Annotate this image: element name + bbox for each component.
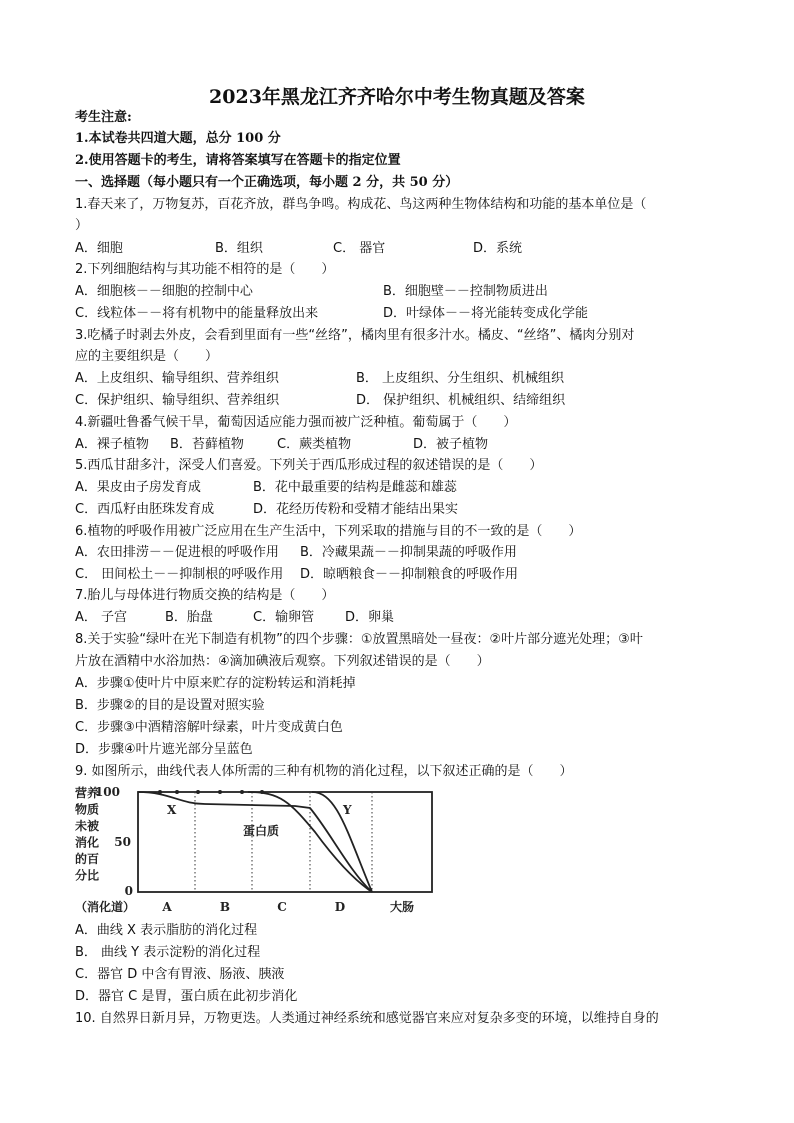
y-tick-label: 50 [114, 835, 131, 849]
option: C． 田间松土－－抑制根的呼吸作用 [75, 567, 284, 582]
x-category-label: 大肠 [389, 900, 415, 914]
question-stem: ） [75, 218, 89, 233]
option: B． 曲线 Y 表示淀粉的消化过程 [75, 945, 261, 960]
option: D．器官 C 是胃，蛋白质在此初步消化 [75, 989, 298, 1004]
question-stem: 8.关于实验“绿叶在光下制造有机物”的四个步骤：①放置黑暗处一昼夜：②叶片部分遮光处理；③叶 [75, 632, 643, 647]
curve-label-x: X [167, 803, 177, 817]
y-axis-label-line: 物质 [75, 802, 100, 817]
option: A．细胞 [75, 241, 123, 256]
option: A．裸子植物 [75, 437, 149, 452]
option: C． 器官 [333, 241, 386, 256]
y-axis-label-line: 未被 [75, 819, 100, 833]
data-point [240, 790, 244, 794]
option: A． 子宫 [75, 610, 128, 625]
data-point [260, 790, 264, 794]
data-point [196, 790, 200, 794]
question-stem: 10. 自然界日新月异，万物更迭。人类通过神经系统和感觉器官来应对复杂多变的环境，以维持自身的 [75, 1011, 659, 1026]
section-heading: 一、选择题（每小题只有一个正确选项，每小题 2 分，共 50 分） [75, 175, 459, 190]
option: B．胎盘 [165, 610, 213, 625]
option: D．步骤④叶片遮光部分呈蓝色 [75, 742, 253, 757]
x-category-label: B [219, 900, 231, 914]
option: A．上皮组织、输导组织、营养组织 [75, 371, 279, 386]
option: B．组织 [215, 241, 263, 256]
y-axis-label [75, 785, 100, 883]
page-title: 2023年黑龙江齐齐哈尔中考生物真题及答案 [209, 86, 585, 108]
curve-y [312, 792, 372, 892]
x-category-label: A [162, 900, 172, 914]
option: B． 上皮组织、分生组织、机械组织 [356, 371, 565, 386]
question-stem: 4.新疆吐鲁番气候干旱，葡萄因适应能力强而被广泛种植。葡萄属于（ ） [75, 415, 517, 430]
digestion-chart [75, 783, 445, 918]
question-stem: 5.西瓜甘甜多汁，深受人们喜爱。下列关于西瓜形成过程的叙述错误的是（ ） [75, 458, 543, 473]
option: A．果皮由子房发育成 [75, 480, 201, 495]
option: C．线粒体－－将有机物中的能量释放出来 [75, 306, 319, 321]
option: A．细胞核－－细胞的控制中心 [75, 284, 253, 299]
option: B．步骤②的目的是设置对照实验 [75, 698, 265, 713]
question-stem: 1.春天来了，万物复苏，百花齐放，群鸟争鸣。构成花、鸟这两种生物体结构和功能的基本单位是（ [75, 197, 647, 212]
y-axis-label-line: 营养 [75, 786, 100, 800]
x-axis-label: （消化道） [75, 900, 136, 914]
data-point [158, 790, 162, 794]
y-tick-label: 100 [94, 785, 120, 799]
question-stem: 7.胎儿与母体进行物质交换的结构是（ ） [75, 588, 335, 603]
option: B．冷藏果蔬－－抑制果蔬的呼吸作用 [300, 545, 517, 560]
data-point [218, 790, 222, 794]
option: C．器官 D 中含有胃液、肠液、胰液 [75, 967, 285, 982]
notice-item: 2.使用答题卡的考生，请将答案填写在答题卡的指定位置 [75, 153, 401, 168]
option: D．花经历传粉和受精才能结出果实 [253, 502, 459, 517]
option: D．叶绿体－－将光能转变成化学能 [383, 306, 589, 321]
y-axis-label-line: 分比 [75, 868, 100, 883]
question-stem: 3.吃橘子时剥去外皮，会看到里面有一些“丝络”，橘肉里有很多汁水。橘皮、“丝络”、橘肉分别对 [75, 328, 635, 343]
option: C．西瓜籽由胚珠发育成 [75, 502, 215, 517]
option: A．步骤①使叶片中原来贮存的淀粉转运和消耗掉 [75, 676, 356, 691]
option: C．输卵管 [253, 610, 315, 625]
option: D．卵巢 [345, 610, 395, 625]
data-point [175, 790, 179, 794]
question-stem: 6.植物的呼吸作用被广泛应用在生产生活中，下列采取的措施与目的不一致的是（ ） [75, 524, 582, 539]
option: A．曲线 X 表示脂肪的消化过程 [75, 923, 258, 938]
option: D．系统 [473, 241, 523, 256]
option: D．晾晒粮食－－抑制粮食的呼吸作用 [300, 567, 519, 582]
x-category-label: C [277, 900, 287, 914]
option: D． 保护组织、机械组织、结缔组织 [356, 393, 566, 408]
question-stem: 9. 如图所示，曲线代表人体所需的三种有机物的消化过程，以下叙述正确的是（ ） [75, 764, 573, 779]
option: D．被子植物 [413, 437, 489, 452]
option: B．花中最重要的结构是雌蕊和雄蕊 [253, 480, 457, 495]
question-stem: 应的主要组织是（ ） [75, 349, 219, 364]
notice-heading: 考生注意: [75, 110, 132, 125]
option: A．农田排涝－－促进根的呼吸作用 [75, 545, 279, 560]
y-tick-label: 0 [124, 884, 133, 898]
y-axis-label-line: 的百 [75, 852, 100, 866]
question-stem: 片放在酒精中水浴加热：④滴加碘液后观察。下列叙述错误的是（ ） [75, 654, 490, 669]
option: C．保护组织、输导组织、营养组织 [75, 393, 280, 408]
curve-label-y: Y [343, 803, 352, 817]
y-axis-label-line: 消化 [75, 835, 100, 850]
plot-frame [138, 792, 432, 892]
option: C．蕨类植物 [277, 437, 352, 452]
option: B．细胞壁－－控制物质进出 [383, 284, 548, 299]
option: B．苔藓植物 [170, 437, 244, 452]
notice-item: 1.本试卷共四道大题，总分 100 分 [75, 131, 281, 146]
x-category-label: D [334, 900, 346, 914]
curve-label-protein: 蛋白质 [243, 824, 280, 838]
question-stem: 2.下列细胞结构与其功能不相符的是（ ） [75, 262, 335, 277]
option: C．步骤③中酒精溶解叶绿素，叶片变成黄白色 [75, 720, 343, 735]
